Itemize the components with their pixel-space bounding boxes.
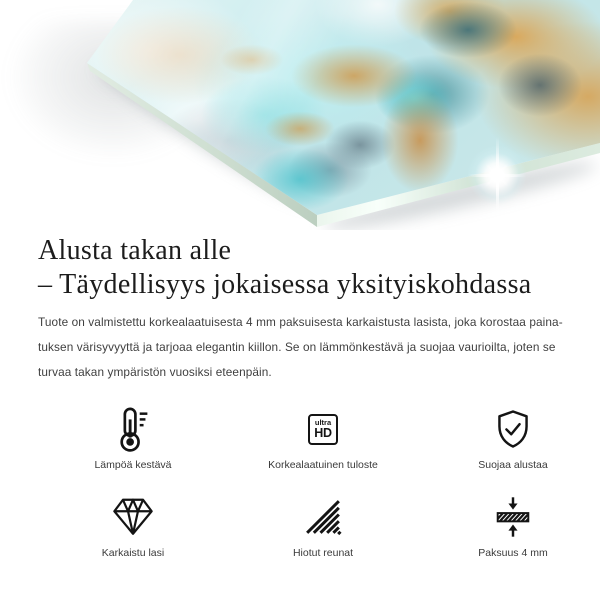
feature-protects-surface	[418, 405, 600, 471]
feature-label: Paksuus 4 mm	[478, 547, 548, 559]
feature-ultra-hd-print	[228, 405, 418, 471]
feature-thickness-4mm	[418, 493, 600, 559]
features-grid	[38, 405, 600, 559]
title-line-1: Alusta takan alle	[38, 235, 232, 266]
shield-check-icon	[489, 405, 537, 453]
feature-label: Suojaa alustaa	[478, 459, 548, 471]
diamond-icon	[109, 493, 157, 541]
ultra-hd-icon: ultra HD	[299, 405, 347, 453]
thermometer-icon	[109, 405, 157, 453]
title-line-2: – Täydellisyys jokaisessa yksityiskohdassa	[38, 269, 532, 300]
page-title	[38, 234, 562, 302]
feature-tempered-glass	[38, 493, 228, 559]
feature-polished-edges	[228, 493, 418, 559]
feature-label: Karkaistu lasi	[101, 547, 165, 559]
product-description: Tuote on valmistettu korkealaatuisesta 4 mm paksuisesta karkaistusta lasista, joka korostaa paina- tuksen värisyvyyttä ja tarjoaa elegantin kiillon. Se on lämmönkestävä ja suojaa vaurioilta, joten se turvaa takan ympäristön vuosiksi eteenpäin.	[38, 315, 563, 379]
product-description-block	[0, 230, 600, 559]
feature-label: Korkealaatuinen tuloste	[268, 459, 378, 471]
feature-label: Lämpöä kestävä	[94, 459, 172, 471]
product-image	[0, 0, 600, 230]
feature-label: Hiotut reunat	[292, 547, 354, 559]
thickness-icon	[489, 493, 537, 541]
polished-edges-icon	[299, 493, 347, 541]
feature-heat-resistant	[38, 405, 228, 471]
